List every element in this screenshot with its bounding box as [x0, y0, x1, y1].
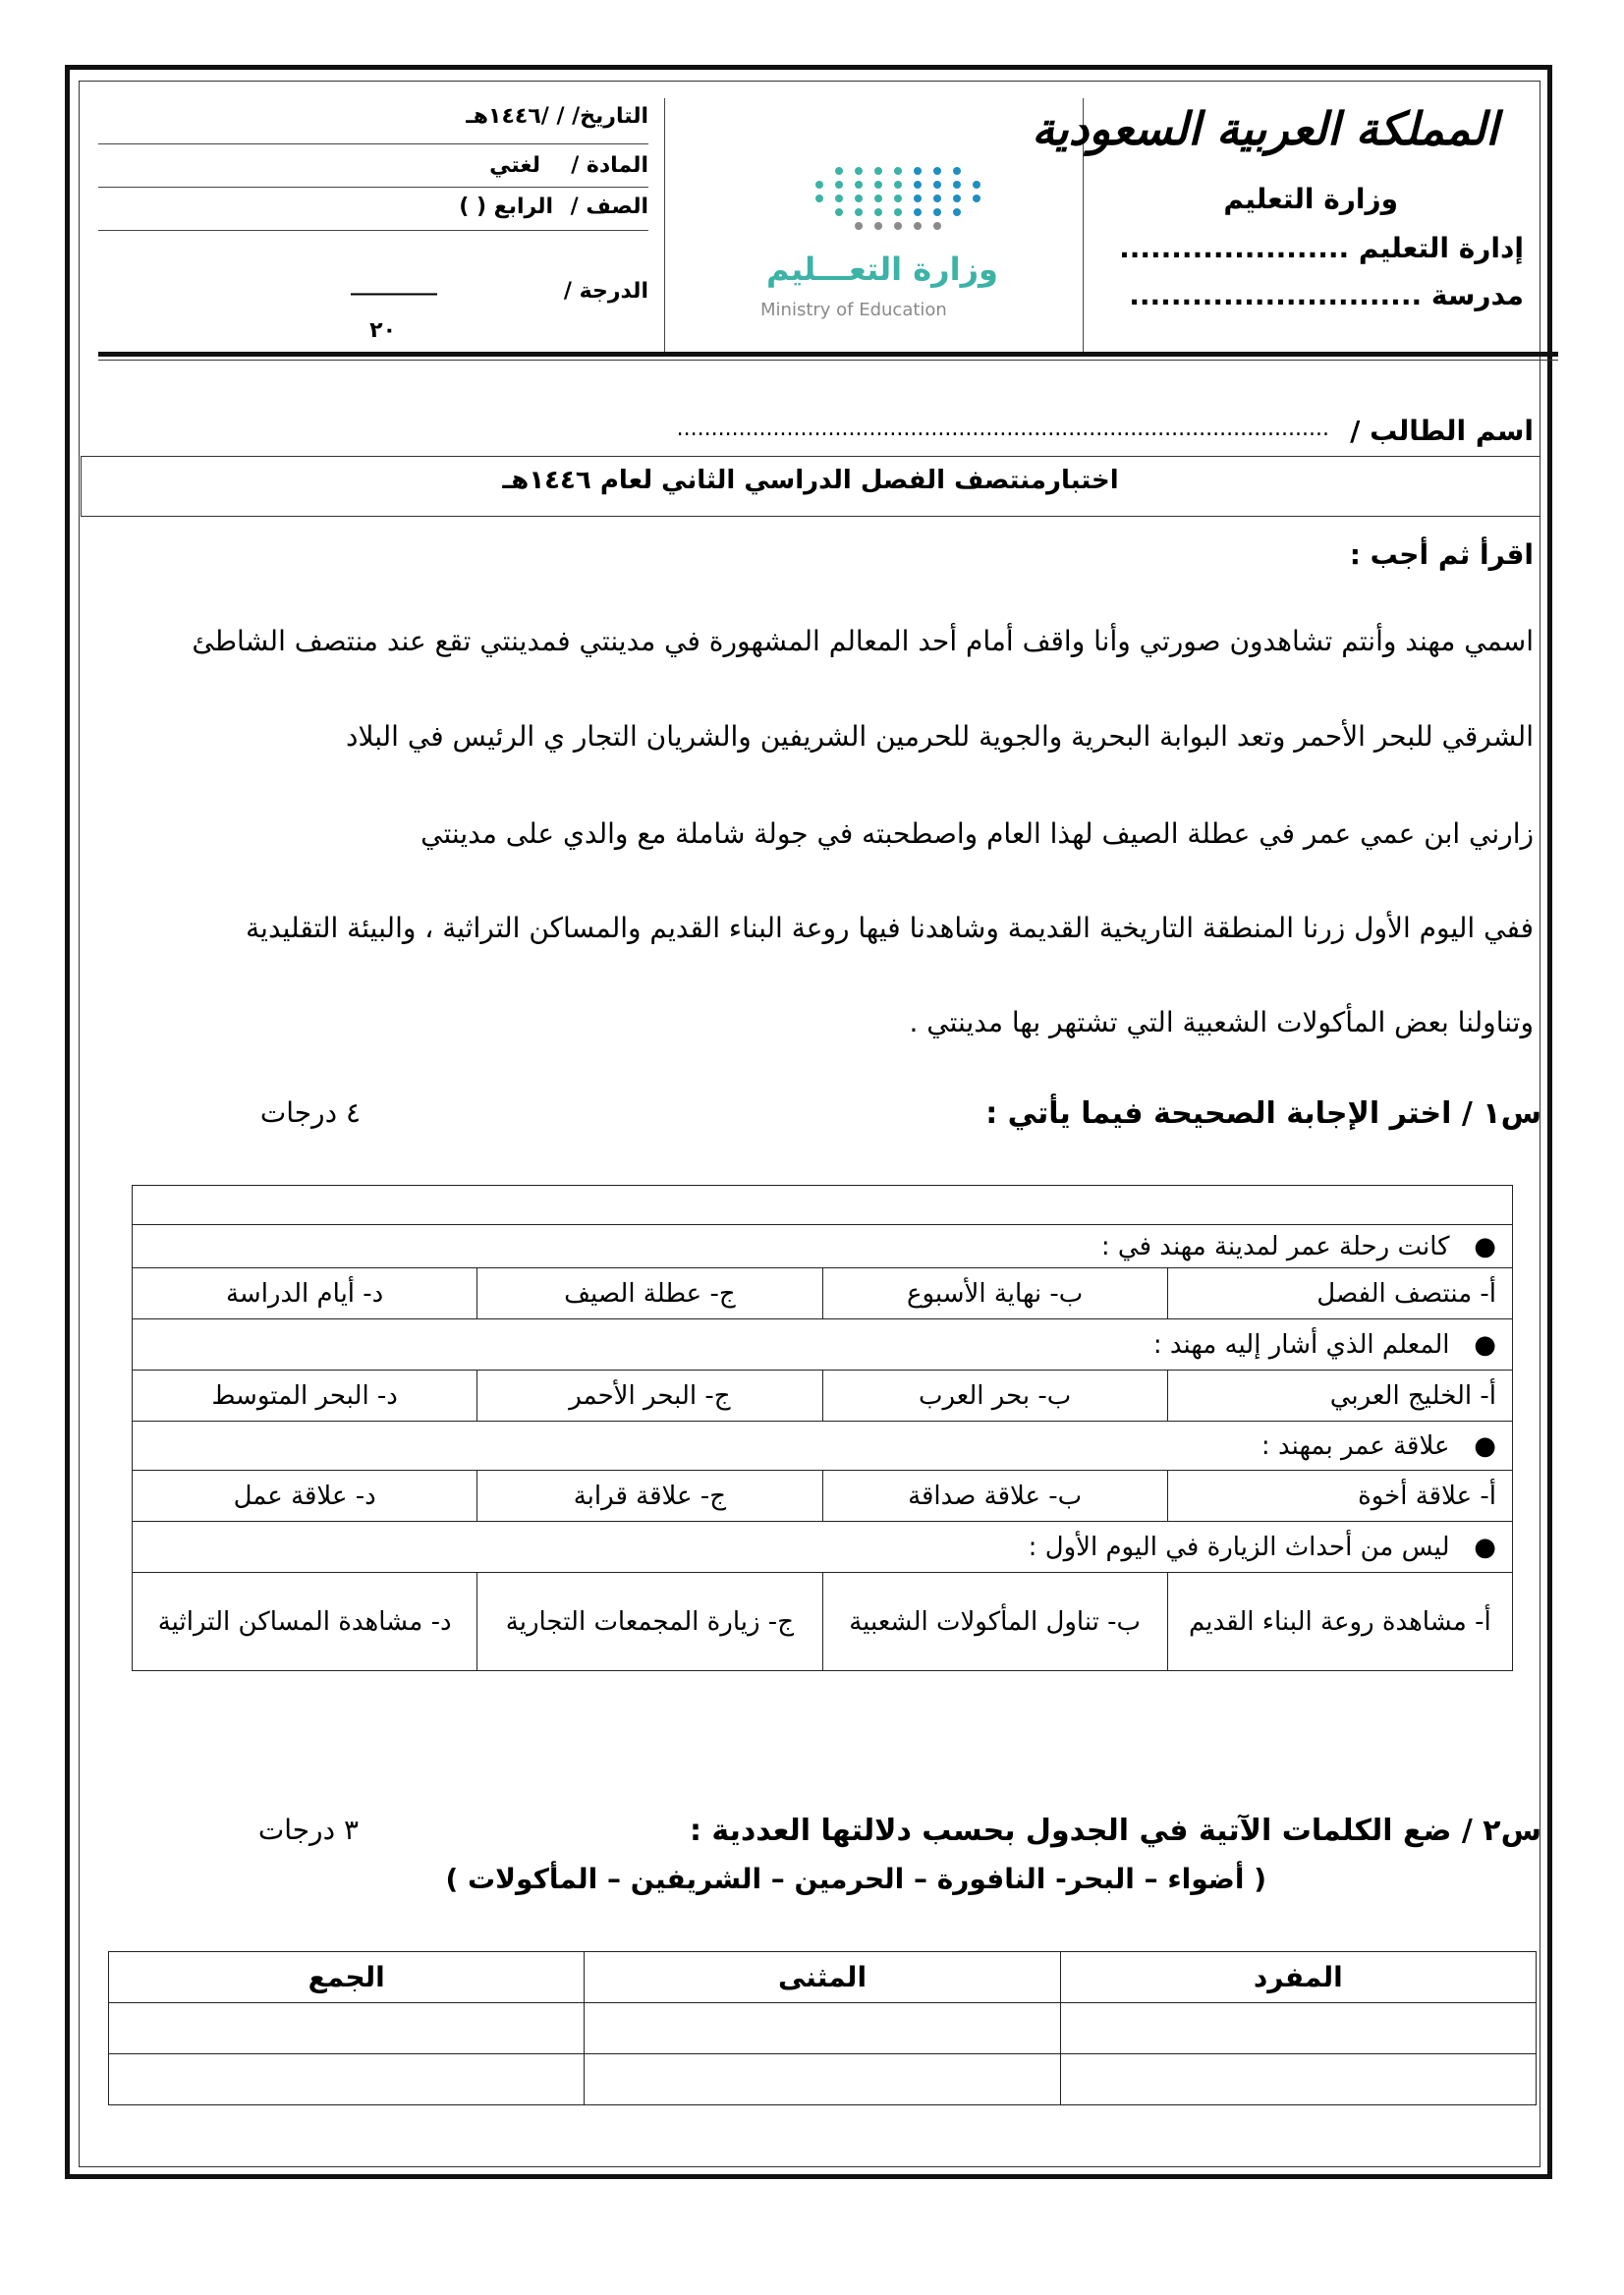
q1-stem: ● ليس من أحداث الزيارة في اليوم الأول :: [133, 1522, 1513, 1573]
logo-dot: [894, 208, 902, 216]
logo-dot: [914, 195, 922, 202]
q1-stem-text: ليس من أحداث الزيارة في اليوم الأول :: [1028, 1532, 1450, 1562]
score-total: ٢٠: [369, 318, 396, 343]
q2-answer-cell[interactable]: [109, 2054, 585, 2105]
logo-dot: [914, 208, 922, 216]
reading-line: وتناولنا بعض المأكولات الشعبية التي تشتهر بها مدينتي .: [909, 1006, 1534, 1038]
q1-option[interactable]: ب- بحر العرب: [822, 1371, 1167, 1422]
q1-option[interactable]: ج- علاقة قرابة: [477, 1471, 822, 1522]
q2-col-plural: الجمع: [109, 1952, 585, 2003]
logo-dot: [855, 167, 863, 175]
logo-dot: [855, 208, 863, 216]
logo-dot: [855, 181, 863, 189]
q1-option[interactable]: أ- علاقة أخوة: [1167, 1471, 1512, 1522]
logo-dot: [894, 222, 902, 230]
logo-dot: [874, 181, 882, 189]
meta-line: [98, 230, 648, 231]
q1-table-spacer: [133, 1186, 1513, 1225]
q1-stem: ● المعلم الذي أشار إليه مهند :: [133, 1319, 1513, 1371]
score-blank: ________: [351, 271, 437, 296]
logo-dot: [835, 181, 843, 189]
header-divider: [98, 352, 1558, 357]
logo-dot: [953, 167, 961, 175]
subject-value: لغتي: [489, 153, 540, 178]
logo-dot: [855, 195, 863, 202]
subject-label: المادة /: [571, 153, 648, 178]
q2-table: [108, 1951, 1537, 2105]
meta-line: [98, 143, 648, 144]
logo-dot: [973, 181, 980, 189]
logo-dot: [933, 181, 941, 189]
q1-option[interactable]: ج- عطلة الصيف: [477, 1268, 822, 1319]
q1-stem: ● علاقة عمر بمهند :: [133, 1422, 1513, 1471]
reading-instruction: اقرأ ثم أجب :: [1349, 538, 1534, 571]
logo-dot: [914, 222, 922, 230]
grade-label: الصف /: [570, 195, 648, 219]
student-name-field[interactable]: ...............................................................................................: [676, 417, 1329, 441]
q1-option[interactable]: ب- علاقة صداقة: [822, 1471, 1167, 1522]
logo-dot: [953, 195, 961, 202]
logo-dot: [933, 195, 941, 202]
q1-option[interactable]: أ- مشاهدة روعة البناء القديم: [1167, 1573, 1512, 1671]
date-field: التاريخ/ / /١٤٤٦هـ: [466, 104, 648, 129]
ministry-logo: [727, 157, 1022, 334]
logo-dot: [914, 167, 922, 175]
q1-option[interactable]: ب- نهاية الأسبوع: [822, 1268, 1167, 1319]
q2-col-singular: المفرد: [1060, 1952, 1536, 2003]
logo-dot: [835, 195, 843, 202]
q1-table: [132, 1185, 1513, 1671]
q2-answer-cell[interactable]: [1060, 2003, 1536, 2054]
q2-points: ٣ درجات: [257, 1814, 359, 1846]
q1-option[interactable]: ج- زيارة المجمعات التجارية: [477, 1573, 822, 1671]
logo-dot: [835, 208, 843, 216]
q2-answer-cell[interactable]: [585, 2054, 1060, 2105]
kingdom-calligraphy: المملكة العربية السعودية: [1032, 102, 1498, 155]
student-name-label: اسم الطالب /: [1350, 415, 1534, 447]
logo-dot: [874, 208, 882, 216]
exam-title: اختبارمنتصف الفصل الدراسي الثاني لعام ١٤٤٦هـ: [502, 466, 1119, 495]
grade-value: الرابع ( ): [459, 195, 553, 219]
reading-line: زارني ابن عمي عمر في عطلة الصيف لهذا العام واصطحبته في جولة شاملة مع والدي على مدينتي: [420, 817, 1534, 850]
q2-title: س٢ / ضع الكلمات الآتية في الجدول بحسب دلالتها العددية :: [689, 1814, 1541, 1848]
logo-dot: [874, 222, 882, 230]
logo-english: Ministry of Education: [760, 300, 947, 320]
logo-dot: [973, 195, 980, 202]
q1-option[interactable]: ب- تناول المأكولات الشعبية: [822, 1573, 1167, 1671]
q1-option[interactable]: أ- منتصف الفصل: [1167, 1268, 1512, 1319]
logo-dot: [933, 167, 941, 175]
ministry-name: وزارة التعليم: [1223, 183, 1398, 215]
logo-dot: [815, 181, 823, 189]
logo-dot: [953, 181, 961, 189]
logo-dot: [914, 181, 922, 189]
q2-word-list: ( أضواء – البحر- النافورة – الحرمين – الشريفين – المأكولات ): [445, 1863, 1266, 1895]
q1-stem-text: المعلم الذي أشار إليه مهند :: [1152, 1329, 1450, 1360]
logo-arabic: وزارة التعـــليم: [766, 251, 998, 288]
q1-title: س١ / اختر الإجابة الصحيحة فيما يأتي :: [985, 1096, 1541, 1131]
school-name: مدرسة ............................: [1129, 279, 1524, 311]
q1-points: ٤ درجات: [259, 1096, 361, 1129]
logo-dot: [815, 195, 823, 202]
logo-dot: [835, 167, 843, 175]
logo-dot: [874, 195, 882, 202]
q2-col-dual: المثنى: [585, 1952, 1060, 2003]
logo-dot: [894, 181, 902, 189]
score-label: الدرجة /: [563, 279, 648, 304]
education-admin: إدارة التعليم ......................: [1119, 232, 1524, 264]
q2-answer-cell[interactable]: [1060, 2054, 1536, 2105]
header-divider-thin: [98, 360, 1558, 361]
logo-dot: [874, 167, 882, 175]
q1-stem-text: كانت رحلة عمر لمدينة مهند في :: [1100, 1231, 1450, 1261]
q2-answer-cell[interactable]: [109, 2003, 585, 2054]
q1-option[interactable]: د- البحر المتوسط: [133, 1371, 477, 1422]
q2-answer-cell[interactable]: [585, 2003, 1060, 2054]
logo-dots-icon: [806, 167, 1002, 236]
q1-option[interactable]: د- علاقة عمل: [133, 1471, 477, 1522]
q1-stem: ● كانت رحلة عمر لمدينة مهند في :: [133, 1225, 1513, 1268]
logo-dot: [953, 208, 961, 216]
q1-stem-text: علاقة عمر بمهند :: [1260, 1430, 1450, 1461]
logo-dot: [933, 208, 941, 216]
logo-dot: [855, 222, 863, 230]
logo-dot: [933, 222, 941, 230]
logo-dot: [894, 195, 902, 202]
logo-dot: [894, 167, 902, 175]
q1-option[interactable]: د- أيام الدراسة: [133, 1268, 477, 1319]
q1-option[interactable]: أ- الخليج العربي: [1167, 1371, 1512, 1422]
reading-line: ففي اليوم الأول زرنا المنطقة التاريخية القديمة وشاهدنا فيها روعة البناء القديم والمساكن التراثية ، والبيئة التقليدية: [246, 912, 1534, 944]
q1-option[interactable]: ج- البحر الأحمر: [477, 1371, 822, 1422]
q1-option[interactable]: د- مشاهدة المساكن التراثية: [133, 1573, 477, 1671]
reading-line: الشرقي للبحر الأحمر وتعد البوابة البحرية والجوية للحرمين الشريفين والشريان التجار ي الرئيس في البلاد: [346, 720, 1534, 753]
header-divider-left: [664, 98, 665, 352]
reading-line: اسمي مهند وأنتم تشاهدون صورتي وأنا واقف أمام أحد المعالم المشهورة في مدينتي فمدينتي تقع عند منتصف الشاطئ: [192, 625, 1534, 657]
meta-line: [98, 187, 648, 188]
